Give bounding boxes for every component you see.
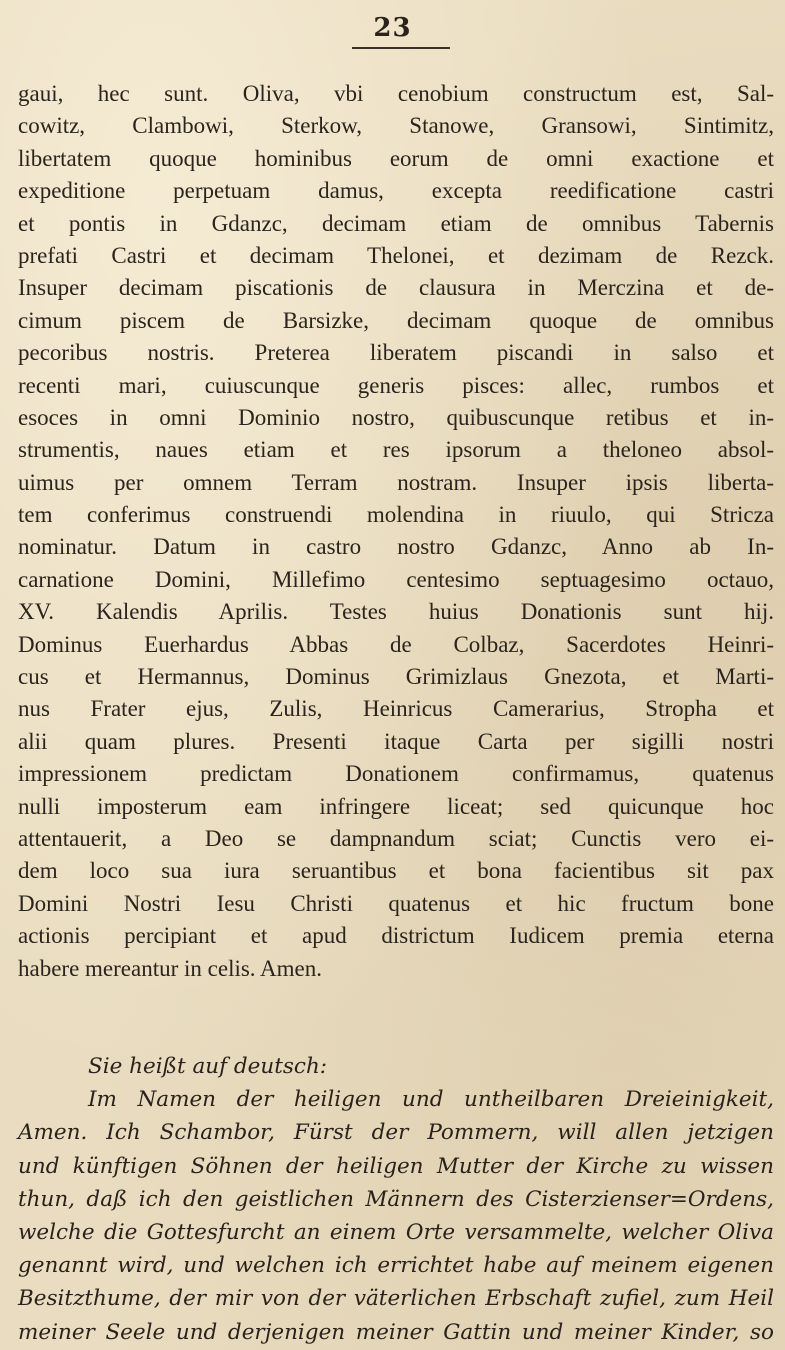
text-line: cimum piscem de Barsizke, decimam quoque de omnibus	[18, 307, 774, 333]
text-line: thun, daß ich den geistlichen Männern des Cisterzienser=Ordens,	[18, 1186, 774, 1212]
text-line: pecoribus nostris. Preterea liberatem piscandi in salso et	[18, 340, 774, 366]
text-line: XV. Kalendis Aprilis. Testes huius Donationis sunt hij.	[18, 599, 774, 625]
text-line: dem loco sua iura seruantibus et bona facientibus sit pax	[18, 858, 774, 884]
latin-charter-text	[18, 78, 774, 985]
text-line: nominatur. Datum in castro nostro Gdanzc, Anno ab In-	[18, 534, 774, 560]
text-line: habere mereantur in celis. Amen.	[18, 955, 322, 981]
text-line: cowitz, Clambowi, Sterkow, Stanowe, Gransowi, Sintimitz,	[18, 113, 774, 139]
text-line: Amen. Ich Schambor, Fürst der Pommern, will allen jetzigen	[18, 1120, 774, 1146]
text-line: et pontis in Gdanzc, decimam etiam de omnibus Tabernis	[18, 210, 774, 236]
text-line: gaui, hec sunt. Oliva, vbi cenobium constructum est, Sal-	[18, 81, 774, 106]
text-line: Besitzthume, der mir von der väterlichen Erbschaft zufiel, zum Heil	[18, 1286, 774, 1312]
text-line: nus Frater ejus, Zulis, Heinricus Camerarius, Stropha et	[18, 696, 774, 722]
page-number: 23	[373, 13, 412, 43]
text-line: genannt wird, und welchen ich errichtet habe auf meinem eigenen	[18, 1253, 774, 1279]
text-line: und künftigen Söhnen der heiligen Mutter der Kirche zu wissen	[18, 1153, 774, 1179]
text-line: uimus per omnem Terram nostram. Insuper ipsis liberta-	[18, 469, 774, 495]
text-line: alii quam plures. Presenti itaque Carta per sigilli nostri	[18, 728, 774, 754]
text-line: impressionem predictam Donationem confirmamus, quatenus	[18, 761, 774, 787]
text-line: meiner Seele und derjenigen meiner Gattin und meiner Kinder, so	[18, 1319, 774, 1345]
text-line: expeditione perpetuam damus, excepta reedificatione castri	[18, 178, 774, 204]
text-line: actionis percipiant et apud districtum Iudicem premia eterna	[18, 923, 774, 949]
german-translation-text	[18, 1050, 774, 1349]
text-line: strumentis, naues etiam et res ipsorum a theloneo absol-	[18, 437, 774, 463]
text-line: esoces in omni Dominio nostro, quibuscunque retibus et in-	[18, 404, 774, 430]
text-line: Domini Nostri Iesu Christi quatenus et hic fructum bone	[18, 890, 774, 916]
text-line: carnatione Domini, Millefimo centesimo septuagesimo octauo,	[18, 566, 774, 592]
page-number-rule	[352, 47, 450, 49]
text-line: cus et Hermannus, Dominus Grimizlaus Gnezota, et Marti-	[18, 664, 774, 690]
german-heading-line: Sie heißt auf deutsch:	[88, 1054, 328, 1079]
text-line: welche die Gottesfurcht an einem Orte versammelte, welcher Oliva	[18, 1219, 774, 1245]
text-line: attentauerit, a Deo se dampnandum sciat; Cunctis vero ei-	[18, 825, 774, 851]
text-line: Insuper decimam piscationis de clausura in Merczina et de-	[18, 275, 774, 301]
text-line: nulli imposterum eam infringere liceat; sed quicunque hoc	[18, 793, 774, 819]
text-line: Im Namen der heiligen und untheilbaren Dreieinigkeit,	[88, 1087, 774, 1113]
text-line: Dominus Euerhardus Abbas de Colbaz, Sacerdotes Heinri-	[18, 631, 774, 657]
text-line: tem conferimus construendi molendina in riuulo, qui Stricza	[18, 502, 774, 528]
text-line: recenti mari, cuiuscunque generis pisces: allec, rumbos et	[18, 372, 774, 398]
text-line: prefati Castri et decimam Thelonei, et dezimam de Rezck.	[18, 242, 774, 268]
text-line: libertatem quoque hominibus eorum de omni exactione et	[18, 145, 774, 171]
